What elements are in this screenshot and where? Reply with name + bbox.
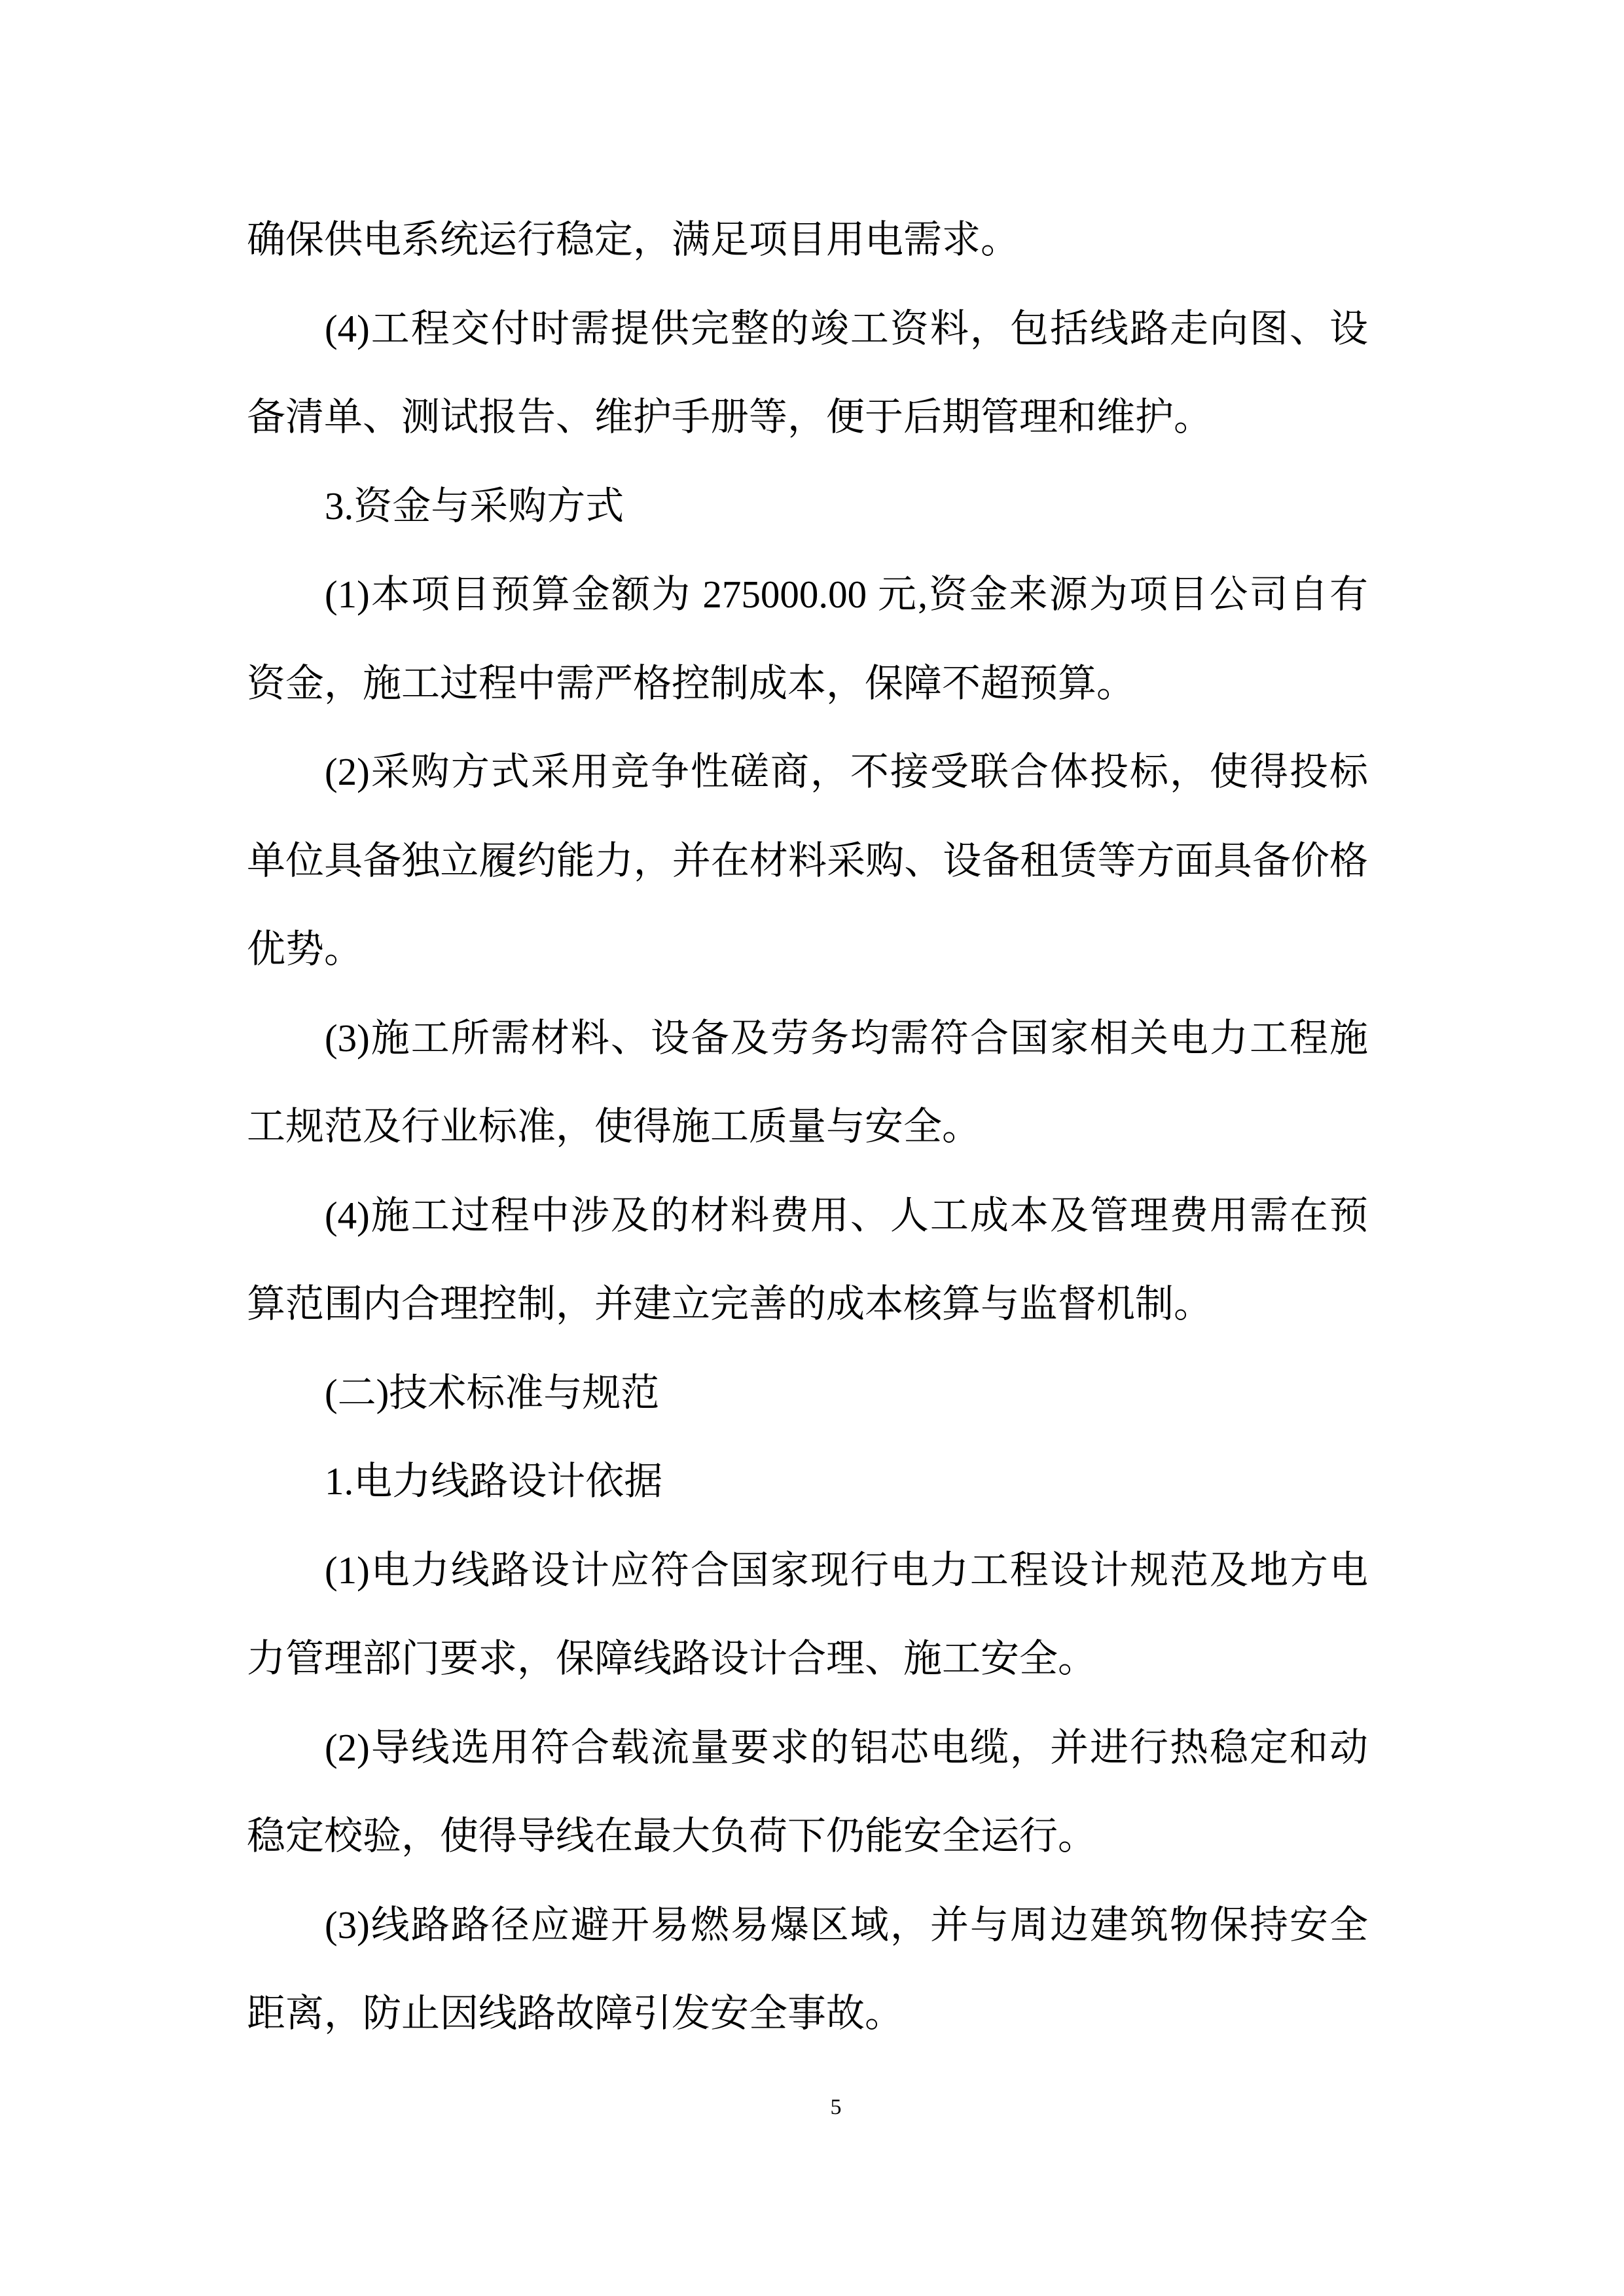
paragraph-line: (3)施工所需材料、设备及劳务均需符合国家相关电力工程施	[325, 1016, 1368, 1060]
paragraph-line: (1)电力线路设计应符合国家现行电力工程设计规范及地方电	[325, 1548, 1368, 1592]
section-heading: (二)技术标准与规范	[325, 1371, 660, 1414]
paragraph-line: 单位具备独立履约能力，并在材料采购、设备租赁等方面具备价格	[247, 838, 1368, 882]
paragraph-line: (1)本项目预算金额为 275000.00 元,资金来源为项目公司自有	[325, 573, 1368, 616]
paragraph-line: (2)导线选用符合载流量要求的铝芯电缆，并进行热稳定和动	[325, 1725, 1368, 1769]
paragraph-line: 算范围内合理控制，并建立完善的成本核算与监督机制。	[247, 1282, 1213, 1325]
paragraph-line: (4)工程交付时需提供完整的竣工资料，包括线路走向图、设	[325, 306, 1368, 350]
paragraph-line: 确保供电系统运行稳定，满足项目用电需求。	[247, 218, 1020, 261]
paragraph-line: 距离，防止因线路故障引发安全事故。	[247, 1992, 904, 2035]
subsection-heading: 1.电力线路设计依据	[325, 1460, 663, 1503]
paragraph-line: 备清单、测试报告、维护手册等，便于后期管理和维护。	[247, 395, 1213, 439]
paragraph-line: 力管理部门要求，保障线路设计合理、施工安全。	[247, 1637, 1097, 1680]
section-heading: 3.资金与采购方式	[325, 484, 624, 528]
paragraph-line: (4)施工过程中涉及的材料费用、人工成本及管理费用需在预	[325, 1193, 1368, 1237]
paragraph-line: 工规范及行业标准，使得施工质量与安全。	[247, 1105, 981, 1148]
paragraph-line: 稳定校验，使得导线在最大负荷下仍能安全运行。	[247, 1814, 1097, 1857]
paragraph-line: 优势。	[247, 927, 363, 971]
paragraph-line: (3)线路路径应避开易燃易爆区域，并与周边建筑物保持安全	[325, 1903, 1368, 1946]
paragraph-line: 资金，施工过程中需严格控制成本，保障不超预算。	[247, 661, 1136, 705]
paragraph-line: (2)采购方式采用竞争性磋商，不接受联合体投标，使得投标	[325, 750, 1368, 793]
page-number: 5	[830, 2095, 842, 2119]
